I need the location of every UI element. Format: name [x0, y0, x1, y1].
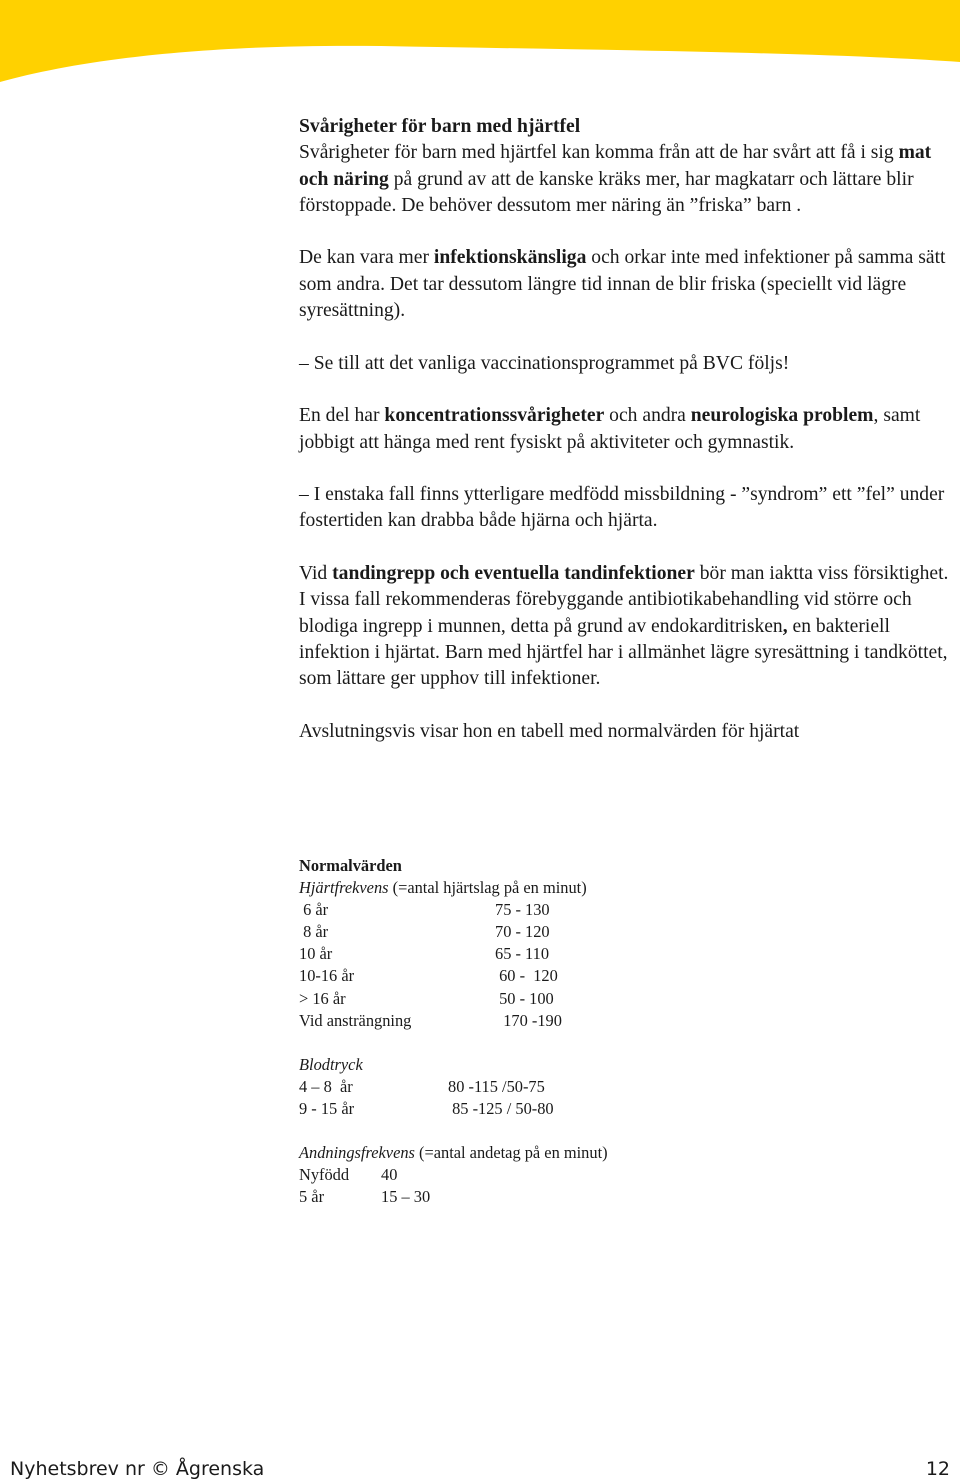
- page-number: 12: [925, 1458, 950, 1480]
- table-row: [299, 1098, 939, 1120]
- row-value: 15 – 30: [381, 1187, 431, 1207]
- row-value: 80 -115 /50-75: [448, 1076, 545, 1096]
- row-label: 6 år: [299, 900, 329, 920]
- normal-values: [299, 855, 939, 1230]
- paragraph-concentration: En del har koncentrationssvårigheter och andra neurologiska problem, samt jobbigt att hänga med rent fysiskt på aktiviteter och gymnastik.: [299, 405, 921, 453]
- table-row: [299, 965, 939, 987]
- section-heading: Svårigheter för barn med hjärtfel: [299, 116, 581, 137]
- table-row: [299, 1076, 939, 1098]
- row-label: Vid ansträngning: [299, 1010, 412, 1030]
- paragraph-dental: Vid tandingrepp och eventuella tandinfektioner bör man iaktta viss försiktighet. I vissa fall rekommenderas förebyggande antibiotikabehandling vid större och blodiga ingrepp i munnen, detta på grund av endokarditrisken, en bakteriell infektion i hjärtat. Barn med hjärtfel har i allmänhet lägre syresättning i tandköttet, som lättare ger upphov till infektioner.: [299, 563, 949, 690]
- row-value: 70 - 120: [495, 922, 550, 942]
- table-row: [299, 1186, 939, 1208]
- row-label: 9 - 15 år: [299, 1098, 355, 1118]
- row-label: 10-16 år: [299, 966, 355, 986]
- row-label: > 16 år: [299, 988, 346, 1008]
- row-value: 40: [381, 1165, 398, 1185]
- page-footer: [10, 1455, 950, 1483]
- breathing-rate-table: [299, 1142, 939, 1208]
- paragraph-infection: De kan vara mer infektionskänsliga och orkar inte med infektioner på samma sätt som andra. Det tar dessutom längre tid innan de blir friska (speciellt vid lägre syresättning).: [299, 247, 946, 322]
- row-label: Nyfödd: [299, 1165, 350, 1185]
- row-label: 10 år: [299, 944, 333, 964]
- blood-pressure-label: Blodtryck: [299, 1054, 363, 1074]
- row-label: 5 år: [299, 1187, 325, 1207]
- row-label: 4 – 8 år: [299, 1076, 353, 1096]
- yellow-banner: [0, 0, 960, 90]
- breathing-rate-label: Andningsfrekvens (=antal andetag på en minut): [299, 1143, 608, 1163]
- row-value: 50 - 100: [495, 988, 554, 1008]
- blood-pressure-table: [299, 1054, 939, 1120]
- normal-values-title: Normalvärden: [299, 856, 402, 875]
- row-label: 8 år: [299, 922, 329, 942]
- table-row: [299, 988, 939, 1010]
- row-value: 75 - 130: [495, 900, 550, 920]
- paragraph-nutrition: Svårigheter för barn med hjärtfel kan komma från att de har svårt att få i sig mat och näring på grund av att de kanske kräks mer, har magkatarr och lättare blir förstoppade. De behöver dessutom mer näring än ”friska” barn .: [299, 142, 932, 216]
- footer-publication: Nyhetsbrev nr © Ågrenska: [10, 1458, 265, 1480]
- heart-rate-label: Hjärtfrekvens (=antal hjärtslag på en minut): [299, 878, 587, 898]
- table-row: [299, 921, 939, 943]
- table-row: [299, 1164, 939, 1186]
- table-row: [299, 943, 939, 965]
- table-row: [299, 899, 939, 921]
- row-value: 170 -190: [495, 1010, 562, 1030]
- paragraph-conclusion: Avslutningsvis visar hon en tabell med normalvärden för hjärtat: [299, 720, 800, 742]
- table-row: [299, 1010, 939, 1032]
- row-value: 60 - 120: [495, 966, 558, 986]
- heart-rate-table: [299, 877, 939, 1032]
- paragraph-vaccination: – Se till att det vanliga vaccinationsprogrammet på BVC följs!: [299, 352, 790, 374]
- article-body: [299, 114, 954, 771]
- paragraph-syndrome: – I enstaka fall finns ytterligare medfödd missbildning - ”syndrom” ett ”fel” under fostertiden kan drabba både hjärna och hjärta.: [299, 484, 945, 532]
- row-value: 65 - 110: [495, 944, 550, 964]
- row-value: 85 -125 / 50-80: [448, 1098, 554, 1118]
